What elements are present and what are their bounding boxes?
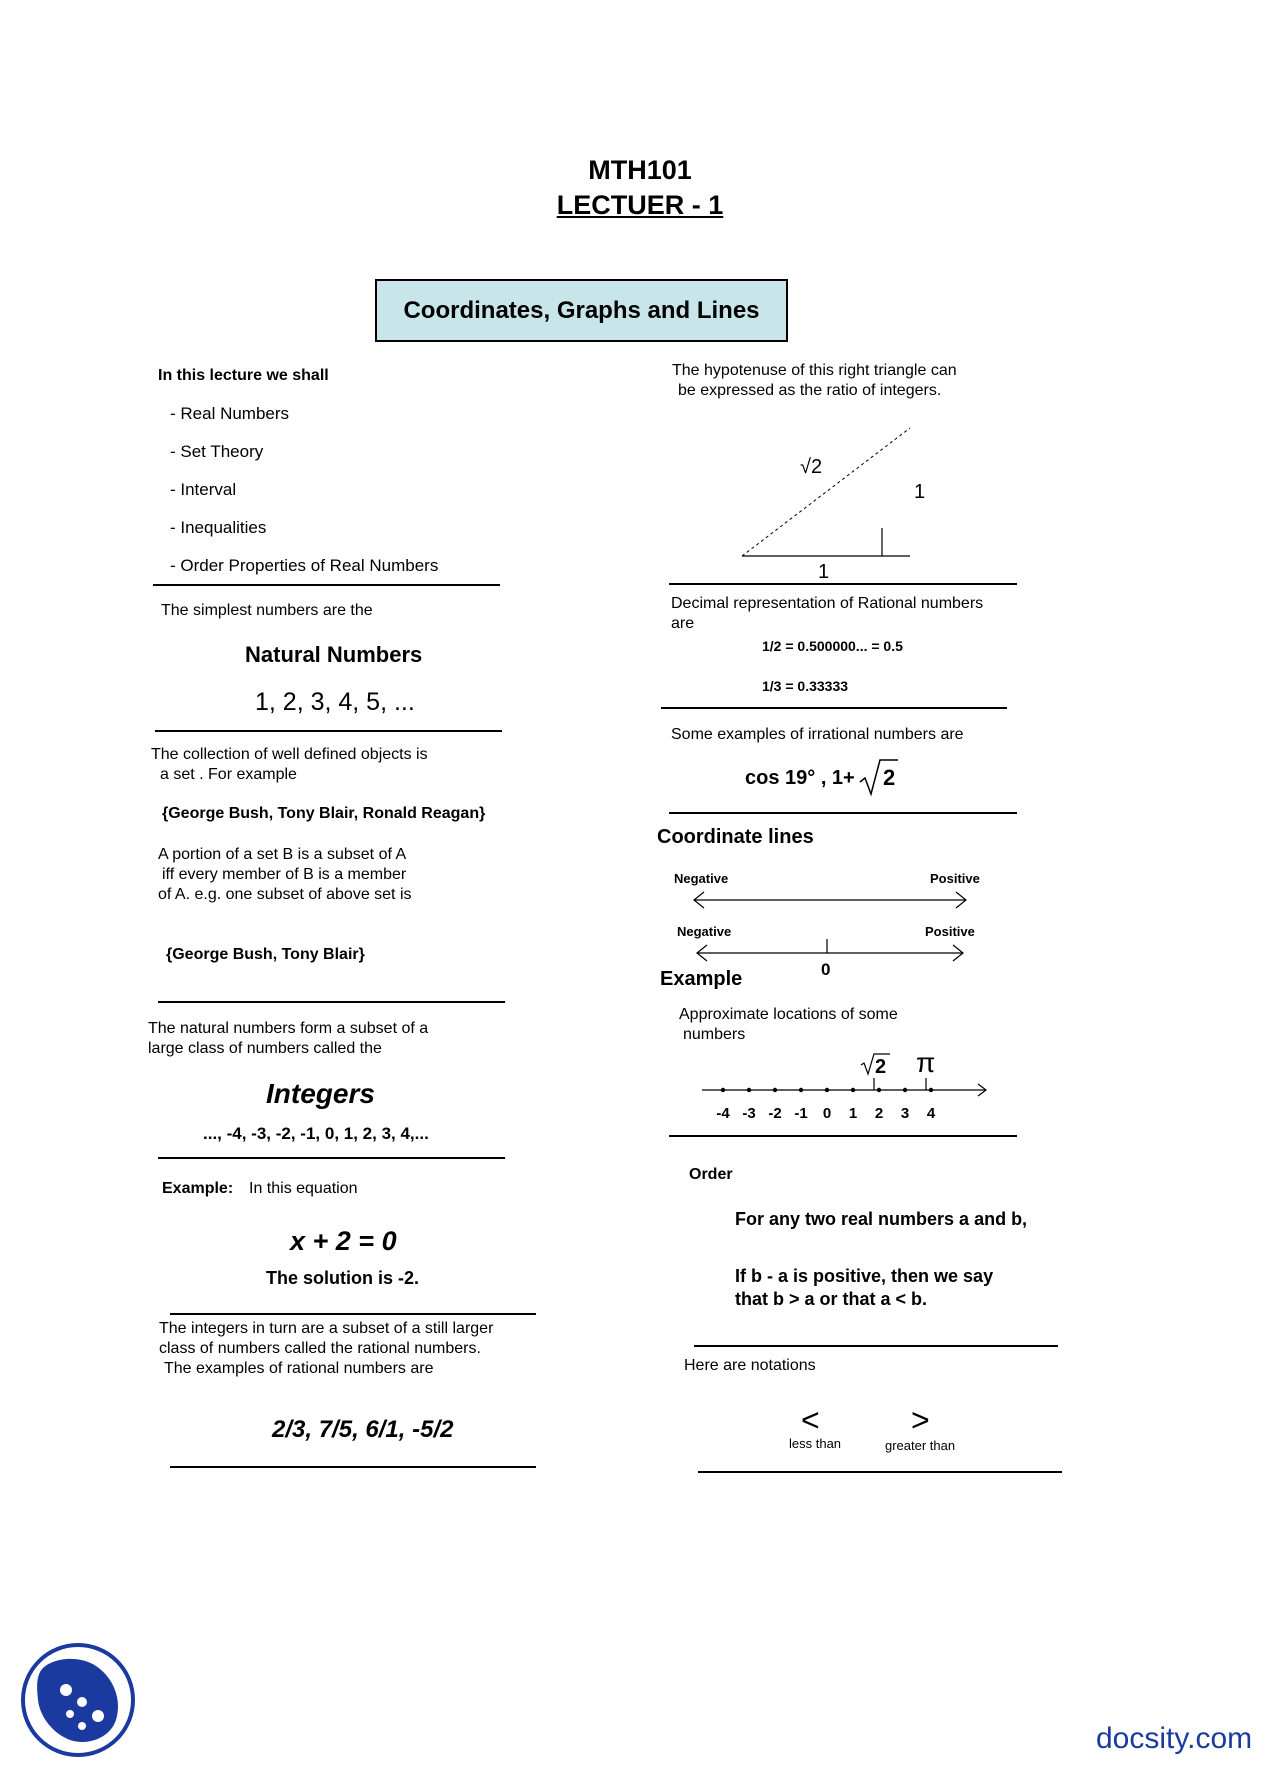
course-title: MTH101 — [588, 155, 692, 185]
greater-than-label: greater than — [885, 1438, 956, 1453]
irrational-root: 2 — [883, 765, 896, 790]
topic-title: Coordinates, Graphs and Lines — [403, 296, 760, 324]
integers-title: Integers — [266, 1078, 375, 1109]
triangle-hypotenuse — [742, 428, 910, 556]
divider — [170, 1466, 536, 1468]
outline-item-order-properties: - Order Properties of Real Numbers — [170, 556, 439, 575]
less-than-symbol: < — [801, 1402, 820, 1438]
irrational-example: cos 19° , 1+ — [745, 767, 855, 789]
lecture-title: LECTUER - 1 — [556, 190, 724, 220]
decimal-text-line-2: are — [671, 615, 695, 632]
integers-list: ..., -4, -3, -2, -1, 0, 1, 2, 3, 4,... — [203, 1124, 429, 1143]
rational-text-line-3: The examples of rational numbers are — [164, 1360, 434, 1377]
number-line-tick — [747, 1088, 751, 1092]
divider — [155, 730, 502, 732]
set-text-line-2: a set . For example — [160, 766, 297, 783]
positive-label: Positive — [925, 924, 975, 939]
natural-subset-line-1: The natural numbers form a subset of a — [148, 1020, 429, 1037]
subset-text-line-1: A portion of a set B is a subset of A — [158, 846, 407, 863]
divider — [669, 1135, 1017, 1137]
triangle-side-label: 1 — [914, 481, 926, 503]
logo-dot — [60, 1684, 72, 1696]
order-text-line-1: For any two real numbers a and b, — [735, 1209, 1028, 1229]
number-line-tick-label: -2 — [768, 1105, 782, 1122]
example-label: Example: — [162, 1180, 234, 1197]
outline-item-inequalities: - Inequalities — [170, 518, 267, 537]
natural-numbers-title: Natural Numbers — [245, 642, 423, 667]
divider — [669, 812, 1017, 814]
divider — [158, 1157, 505, 1159]
intro-heading: In this lecture we shall — [158, 367, 329, 384]
divider — [170, 1313, 536, 1315]
set-example: {George Bush, Tony Blair, Ronald Reagan} — [162, 805, 486, 822]
decimal-text-line-1: Decimal representation of Rational numbers — [671, 595, 984, 612]
number-line-tick — [825, 1088, 829, 1092]
number-line-tick — [799, 1088, 803, 1092]
rational-text-line-1: The integers in turn are a subset of a still larger — [159, 1320, 494, 1337]
decimal-example-half: 1/2 = 0.500000... = 0.5 — [762, 638, 903, 654]
pi-label: π — [916, 1047, 936, 1078]
logo-dot — [78, 1722, 86, 1730]
outline-item-set-theory: - Set Theory — [170, 442, 264, 461]
number-line-tick-label: 1 — [848, 1105, 858, 1122]
number-line-tick — [877, 1088, 881, 1092]
example-text: In this equation — [249, 1180, 358, 1197]
rational-text-line-2: class of numbers called the rational numbers. — [159, 1340, 481, 1357]
coordinate-lines-heading: Coordinate lines — [657, 826, 814, 848]
natural-subset-line-2: large class of numbers called the — [148, 1040, 382, 1057]
divider — [661, 707, 1007, 709]
number-line-tick-label: 2 — [874, 1105, 884, 1122]
divider — [158, 1001, 505, 1003]
number-line-tick-label: -4 — [716, 1105, 730, 1122]
approx-text-line-1: Approximate locations of some — [679, 1006, 898, 1023]
order-text-line-3: that b > a or that a < b. — [735, 1289, 928, 1309]
number-line-tick — [929, 1088, 933, 1092]
logo-dot — [77, 1697, 87, 1707]
solution-text: The solution is -2. — [266, 1268, 420, 1288]
order-heading: Order — [689, 1166, 733, 1183]
subset-text-line-2: iff every member of B is a member — [162, 866, 407, 883]
docsity-brand-link[interactable]: docsity.com — [1096, 1722, 1253, 1755]
outline-item-interval: - Interval — [170, 480, 237, 499]
irrational-text: Some examples of irrational numbers are — [671, 726, 964, 743]
divider — [698, 1471, 1062, 1473]
number-line-tick-label: -1 — [794, 1105, 808, 1122]
logo-dot — [92, 1710, 104, 1722]
set-text-line-1: The collection of well defined objects is — [151, 746, 428, 763]
number-line-tick-label: -3 — [742, 1105, 756, 1122]
hypotenuse-text-line-2: be expressed as the ratio of integers. — [678, 382, 942, 399]
simplest-text: The simplest numbers are the — [161, 602, 373, 619]
number-line — [690, 1040, 990, 1140]
sqrt2-label: 2 — [875, 1056, 887, 1078]
less-than-label: less than — [789, 1436, 842, 1451]
decimal-example-third: 1/3 = 0.33333 — [762, 678, 849, 694]
triangle-hyp-label: √2 — [800, 456, 823, 478]
negative-label: Negative — [677, 924, 732, 939]
origin-label: 0 — [821, 960, 831, 979]
positive-label: Positive — [930, 871, 980, 886]
logo-dot — [66, 1710, 74, 1718]
number-line-tick-label: 3 — [900, 1105, 910, 1122]
triangle-base-label: 1 — [818, 561, 830, 583]
approx-text-line-2: numbers — [683, 1026, 746, 1043]
topic-box — [375, 279, 788, 342]
notation-text: Here are notations — [684, 1357, 816, 1374]
divider — [153, 584, 500, 586]
outline-item-real-numbers: - Real Numbers — [170, 404, 290, 423]
coordinate-line-arrows — [690, 885, 970, 915]
subset-example: {George Bush, Tony Blair} — [166, 946, 365, 963]
example-heading: Example — [660, 968, 743, 990]
number-line-tick — [851, 1088, 855, 1092]
number-line-tick — [773, 1088, 777, 1092]
divider — [694, 1345, 1058, 1347]
equation: x + 2 = 0 — [290, 1226, 397, 1256]
negative-label: Negative — [674, 871, 729, 886]
natural-numbers-list: 1, 2, 3, 4, 5, ... — [255, 688, 415, 716]
rational-examples: 2/3, 7/5, 6/1, -5/2 — [272, 1416, 454, 1443]
divider — [669, 583, 1017, 585]
hypotenuse-text-line-1: The hypotenuse of this right triangle can — [672, 362, 957, 379]
number-line-tick-label: 0 — [822, 1105, 832, 1122]
docsity-logo-icon[interactable] — [18, 1640, 138, 1760]
triangle-figure — [730, 418, 950, 588]
number-line-tick — [721, 1088, 725, 1092]
order-text-line-2: If b - a is positive, then we say — [735, 1266, 994, 1286]
number-line-tick — [903, 1088, 907, 1092]
greater-than-symbol: > — [911, 1402, 930, 1438]
number-line-tick-label: 4 — [926, 1105, 936, 1122]
subset-text-line-3: of A. e.g. one subset of above set is — [158, 886, 412, 903]
